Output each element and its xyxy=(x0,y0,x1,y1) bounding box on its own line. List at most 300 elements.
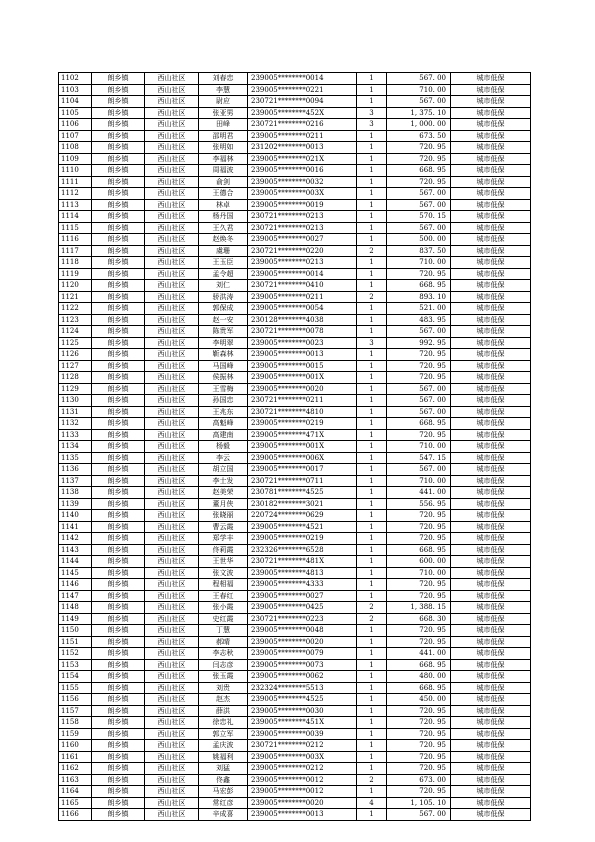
household-count-cell: 1 xyxy=(357,809,387,821)
table-row xyxy=(59,567,531,579)
community-cell: 西山社区 xyxy=(145,625,199,637)
table-row xyxy=(59,349,531,361)
id-number-cell: 230721********0211 xyxy=(248,395,357,407)
assistance-type-cell: 城市低保 xyxy=(451,383,531,395)
community-cell: 西山社区 xyxy=(145,786,199,798)
table-row xyxy=(59,222,531,234)
assistance-type-cell: 城市低保 xyxy=(451,763,531,775)
id-number-cell: 239005********4525 xyxy=(248,694,357,706)
assistance-type-cell: 城市低保 xyxy=(451,510,531,522)
assistance-type-cell: 城市低保 xyxy=(451,740,531,752)
assistance-type-cell: 城市低保 xyxy=(451,372,531,384)
name-cell: 王玉臣 xyxy=(199,257,248,269)
household-count-cell: 1 xyxy=(357,556,387,568)
id-number-cell: 220724********0629 xyxy=(248,510,357,522)
row-number: 1166 xyxy=(59,809,92,821)
household-count-cell: 1 xyxy=(357,648,387,660)
id-number-cell: 230182********3021 xyxy=(248,498,357,510)
row-number: 1138 xyxy=(59,487,92,499)
row-number: 1135 xyxy=(59,452,92,464)
name-cell: 刘猛 xyxy=(199,763,248,775)
name-cell: 佟莉霞 xyxy=(199,544,248,556)
name-cell: 郭立军 xyxy=(199,728,248,740)
community-cell: 西山社区 xyxy=(145,567,199,579)
household-count-cell: 3 xyxy=(357,119,387,131)
row-number: 1127 xyxy=(59,360,92,372)
name-cell: 孟庆波 xyxy=(199,740,248,752)
name-cell: 胡立国 xyxy=(199,464,248,476)
row-number: 1149 xyxy=(59,613,92,625)
amount-cell: 893. 10 xyxy=(387,291,451,303)
name-cell: 史红霞 xyxy=(199,613,248,625)
assistance-type-cell: 城市低保 xyxy=(451,648,531,660)
name-cell: 邵明君 xyxy=(199,130,248,142)
assistance-type-cell: 城市低保 xyxy=(451,717,531,729)
row-number: 1119 xyxy=(59,268,92,280)
town-cell: 朗乡镇 xyxy=(92,268,145,280)
household-count-cell: 1 xyxy=(357,533,387,545)
household-count-cell: 1 xyxy=(357,705,387,717)
household-count-cell: 1 xyxy=(357,257,387,269)
assistance-type-cell: 城市低保 xyxy=(451,360,531,372)
table-row xyxy=(59,337,531,349)
id-number-cell: 239005********0014 xyxy=(248,73,357,85)
town-cell: 朗乡镇 xyxy=(92,613,145,625)
id-number-cell: 239005********0013 xyxy=(248,349,357,361)
table-row xyxy=(59,498,531,510)
name-cell: 田峰 xyxy=(199,119,248,131)
name-cell: 郑学丰 xyxy=(199,533,248,545)
name-cell: 曹云霞 xyxy=(199,521,248,533)
household-count-cell: 1 xyxy=(357,303,387,315)
table-row xyxy=(59,590,531,602)
name-cell: 王兆东 xyxy=(199,406,248,418)
assistance-type-cell: 城市低保 xyxy=(451,613,531,625)
table-row xyxy=(59,648,531,660)
assistance-type-cell: 城市低保 xyxy=(451,452,531,464)
name-cell: 王春红 xyxy=(199,590,248,602)
name-cell: 李慧 xyxy=(199,84,248,96)
table-row xyxy=(59,234,531,246)
row-number: 1124 xyxy=(59,326,92,338)
household-count-cell: 1 xyxy=(357,84,387,96)
community-cell: 西山社区 xyxy=(145,728,199,740)
community-cell: 西山社区 xyxy=(145,303,199,315)
town-cell: 朗乡镇 xyxy=(92,579,145,591)
table-row xyxy=(59,705,531,717)
amount-cell: 720. 95 xyxy=(387,740,451,752)
id-number-cell: 239005********0211 xyxy=(248,130,357,142)
id-number-cell: 239005********0012 xyxy=(248,774,357,786)
id-number-cell: 239005********0020 xyxy=(248,797,357,809)
name-cell: 赵美荣 xyxy=(199,487,248,499)
table-row xyxy=(59,199,531,211)
household-count-cell: 1 xyxy=(357,314,387,326)
assistance-type-cell: 城市低保 xyxy=(451,567,531,579)
amount-cell: 1, 105. 10 xyxy=(387,797,451,809)
row-number: 1163 xyxy=(59,774,92,786)
town-cell: 朗乡镇 xyxy=(92,544,145,556)
id-number-cell: 239005********471X xyxy=(248,429,357,441)
assistance-type-cell: 城市低保 xyxy=(451,73,531,85)
community-cell: 西山社区 xyxy=(145,268,199,280)
town-cell: 朗乡镇 xyxy=(92,222,145,234)
amount-cell: 720. 95 xyxy=(387,751,451,763)
assistance-type-cell: 城市低保 xyxy=(451,84,531,96)
assistance-type-cell: 城市低保 xyxy=(451,107,531,119)
row-number: 1164 xyxy=(59,786,92,798)
amount-cell: 567. 00 xyxy=(387,464,451,476)
name-cell: 张玉霞 xyxy=(199,671,248,683)
table-row xyxy=(59,740,531,752)
household-count-cell: 1 xyxy=(357,694,387,706)
amount-cell: 668. 95 xyxy=(387,682,451,694)
id-number-cell: 239005********001X xyxy=(248,372,357,384)
table-row xyxy=(59,211,531,223)
name-cell: 姚福利 xyxy=(199,751,248,763)
row-number: 1131 xyxy=(59,406,92,418)
amount-cell: 720. 95 xyxy=(387,372,451,384)
assistance-type-cell: 城市低保 xyxy=(451,188,531,200)
assistance-type-cell: 城市低保 xyxy=(451,694,531,706)
name-cell: 郭保成 xyxy=(199,303,248,315)
town-cell: 朗乡镇 xyxy=(92,521,145,533)
row-number: 1154 xyxy=(59,671,92,683)
amount-cell: 720. 95 xyxy=(387,579,451,591)
row-number: 1112 xyxy=(59,188,92,200)
name-cell: 王久君 xyxy=(199,222,248,234)
id-number-cell: 239005********0054 xyxy=(248,303,357,315)
id-number-cell: 239005********0020 xyxy=(248,636,357,648)
household-count-cell: 1 xyxy=(357,682,387,694)
town-cell: 朗乡镇 xyxy=(92,533,145,545)
town-cell: 朗乡镇 xyxy=(92,280,145,292)
community-cell: 西山社区 xyxy=(145,107,199,119)
household-count-cell: 1 xyxy=(357,222,387,234)
id-number-cell: 230721********0078 xyxy=(248,326,357,338)
amount-cell: 720. 95 xyxy=(387,728,451,740)
table-row xyxy=(59,452,531,464)
assistance-type-cell: 城市低保 xyxy=(451,326,531,338)
table-row xyxy=(59,694,531,706)
community-cell: 西山社区 xyxy=(145,613,199,625)
name-cell: 徐忠礼 xyxy=(199,717,248,729)
community-cell: 西山社区 xyxy=(145,280,199,292)
town-cell: 朗乡镇 xyxy=(92,625,145,637)
community-cell: 西山社区 xyxy=(145,636,199,648)
household-count-cell: 1 xyxy=(357,786,387,798)
community-cell: 西山社区 xyxy=(145,165,199,177)
assistance-type-cell: 城市低保 xyxy=(451,533,531,545)
assistance-type-cell: 城市低保 xyxy=(451,521,531,533)
household-count-cell: 1 xyxy=(357,521,387,533)
amount-cell: 567. 00 xyxy=(387,199,451,211)
id-number-cell: 239005********4813 xyxy=(248,567,357,579)
table-row xyxy=(59,107,531,119)
community-cell: 西山社区 xyxy=(145,383,199,395)
amount-cell: 668. 95 xyxy=(387,544,451,556)
community-cell: 西山社区 xyxy=(145,326,199,338)
community-cell: 西山社区 xyxy=(145,510,199,522)
household-count-cell: 1 xyxy=(357,372,387,384)
table-row xyxy=(59,774,531,786)
assistance-type-cell: 城市低保 xyxy=(451,786,531,798)
town-cell: 朗乡镇 xyxy=(92,809,145,821)
amount-cell: 500. 00 xyxy=(387,234,451,246)
assistance-type-cell: 城市低保 xyxy=(451,429,531,441)
household-count-cell: 1 xyxy=(357,671,387,683)
household-count-cell: 3 xyxy=(357,107,387,119)
id-number-cell: 239005********0020 xyxy=(248,383,357,395)
table-row xyxy=(59,441,531,453)
town-cell: 朗乡镇 xyxy=(92,199,145,211)
name-cell: 佟鑫 xyxy=(199,774,248,786)
town-cell: 朗乡镇 xyxy=(92,751,145,763)
assistance-type-cell: 城市低保 xyxy=(451,475,531,487)
table-row xyxy=(59,717,531,729)
table-row xyxy=(59,797,531,809)
row-number: 1117 xyxy=(59,245,92,257)
amount-cell: 673. 00 xyxy=(387,774,451,786)
table-body xyxy=(59,73,531,821)
community-cell: 西山社区 xyxy=(145,751,199,763)
assistance-type-cell: 城市低保 xyxy=(451,705,531,717)
table-row xyxy=(59,360,531,372)
table-row xyxy=(59,372,531,384)
community-cell: 西山社区 xyxy=(145,452,199,464)
community-cell: 西山社区 xyxy=(145,521,199,533)
name-cell: 杨丹国 xyxy=(199,211,248,223)
amount-cell: 480. 00 xyxy=(387,671,451,683)
id-number-cell: 239005********0219 xyxy=(248,533,357,545)
community-cell: 西山社区 xyxy=(145,797,199,809)
row-number: 1103 xyxy=(59,84,92,96)
name-cell: 张晓丽 xyxy=(199,510,248,522)
household-count-cell: 1 xyxy=(357,498,387,510)
town-cell: 朗乡镇 xyxy=(92,671,145,683)
town-cell: 朗乡镇 xyxy=(92,96,145,108)
amount-cell: 567. 00 xyxy=(387,383,451,395)
id-number-cell: 230721********0213 xyxy=(248,222,357,234)
name-cell: 闫志彦 xyxy=(199,659,248,671)
household-count-cell: 1 xyxy=(357,740,387,752)
household-count-cell: 1 xyxy=(357,510,387,522)
household-count-cell: 1 xyxy=(357,211,387,223)
town-cell: 朗乡镇 xyxy=(92,360,145,372)
table-row xyxy=(59,245,531,257)
amount-cell: 567. 00 xyxy=(387,188,451,200)
amount-cell: 710. 00 xyxy=(387,567,451,579)
row-number: 1118 xyxy=(59,257,92,269)
name-cell: 张明如 xyxy=(199,142,248,154)
assistance-type-cell: 城市低保 xyxy=(451,222,531,234)
id-number-cell: 239005********0219 xyxy=(248,418,357,430)
town-cell: 朗乡镇 xyxy=(92,705,145,717)
id-number-cell: 239005********0073 xyxy=(248,659,357,671)
table-row xyxy=(59,682,531,694)
row-number: 1136 xyxy=(59,464,92,476)
id-number-cell: 239005********0212 xyxy=(248,763,357,775)
table-row xyxy=(59,475,531,487)
community-cell: 西山社区 xyxy=(145,222,199,234)
table-row xyxy=(59,130,531,142)
table-row xyxy=(59,96,531,108)
community-cell: 西山社区 xyxy=(145,73,199,85)
name-cell: 李志秋 xyxy=(199,648,248,660)
id-number-cell: 239005********0019 xyxy=(248,199,357,211)
table-row xyxy=(59,383,531,395)
amount-cell: 837. 50 xyxy=(387,245,451,257)
town-cell: 朗乡镇 xyxy=(92,107,145,119)
amount-cell: 720. 95 xyxy=(387,590,451,602)
assistance-type-cell: 城市低保 xyxy=(451,349,531,361)
town-cell: 朗乡镇 xyxy=(92,717,145,729)
name-cell: 侯振林 xyxy=(199,372,248,384)
row-number: 1109 xyxy=(59,153,92,165)
table-row xyxy=(59,326,531,338)
amount-cell: 710. 00 xyxy=(387,441,451,453)
name-cell: 王雪梅 xyxy=(199,383,248,395)
id-number-cell: 239005********0425 xyxy=(248,602,357,614)
name-cell: 常红彦 xyxy=(199,797,248,809)
amount-cell: 720. 95 xyxy=(387,510,451,522)
row-number: 1143 xyxy=(59,544,92,556)
town-cell: 朗乡镇 xyxy=(92,740,145,752)
community-cell: 西山社区 xyxy=(145,257,199,269)
household-count-cell: 1 xyxy=(357,360,387,372)
community-cell: 西山社区 xyxy=(145,199,199,211)
id-number-cell: 239005********0027 xyxy=(248,590,357,602)
community-cell: 西山社区 xyxy=(145,418,199,430)
table-row xyxy=(59,613,531,625)
town-cell: 朗乡镇 xyxy=(92,636,145,648)
assistance-type-cell: 城市低保 xyxy=(451,303,531,315)
town-cell: 朗乡镇 xyxy=(92,73,145,85)
community-cell: 西山社区 xyxy=(145,211,199,223)
assistance-type-cell: 城市低保 xyxy=(451,751,531,763)
household-count-cell: 3 xyxy=(357,337,387,349)
household-count-cell: 1 xyxy=(357,395,387,407)
assistance-type-cell: 城市低保 xyxy=(451,337,531,349)
amount-cell: 720. 95 xyxy=(387,429,451,441)
row-number: 1116 xyxy=(59,234,92,246)
town-cell: 朗乡镇 xyxy=(92,648,145,660)
id-number-cell: 239005********0062 xyxy=(248,671,357,683)
assistance-type-cell: 城市低保 xyxy=(451,268,531,280)
assistance-type-cell: 城市低保 xyxy=(451,556,531,568)
row-number: 1145 xyxy=(59,567,92,579)
row-number: 1113 xyxy=(59,199,92,211)
community-cell: 西山社区 xyxy=(145,291,199,303)
community-cell: 西山社区 xyxy=(145,544,199,556)
town-cell: 朗乡镇 xyxy=(92,786,145,798)
amount-cell: 668. 30 xyxy=(387,613,451,625)
row-number: 1147 xyxy=(59,590,92,602)
table-row xyxy=(59,533,531,545)
name-cell: 孙国忠 xyxy=(199,395,248,407)
amount-cell: 710. 00 xyxy=(387,84,451,96)
town-cell: 朗乡镇 xyxy=(92,510,145,522)
row-number: 1128 xyxy=(59,372,92,384)
table-row xyxy=(59,176,531,188)
assistance-type-cell: 城市低保 xyxy=(451,199,531,211)
assistance-type-cell: 城市低保 xyxy=(451,659,531,671)
town-cell: 朗乡镇 xyxy=(92,556,145,568)
assistance-type-cell: 城市低保 xyxy=(451,130,531,142)
household-count-cell: 1 xyxy=(357,199,387,211)
assistance-type-cell: 城市低保 xyxy=(451,314,531,326)
household-count-cell: 1 xyxy=(357,763,387,775)
id-number-cell: 239005********0013 xyxy=(248,809,357,821)
row-number: 1107 xyxy=(59,130,92,142)
id-number-cell: 230128********4038 xyxy=(248,314,357,326)
town-cell: 朗乡镇 xyxy=(92,567,145,579)
assistance-type-cell: 城市低保 xyxy=(451,602,531,614)
name-cell: 丁慧 xyxy=(199,625,248,637)
id-number-cell: 230721********0213 xyxy=(248,211,357,223)
household-count-cell: 1 xyxy=(357,73,387,85)
household-count-cell: 1 xyxy=(357,153,387,165)
table-row xyxy=(59,659,531,671)
id-number-cell: 239005********0032 xyxy=(248,176,357,188)
assistance-type-cell: 城市低保 xyxy=(451,464,531,476)
town-cell: 朗乡镇 xyxy=(92,337,145,349)
amount-cell: 720. 95 xyxy=(387,360,451,372)
id-number-cell: 239005********0012 xyxy=(248,786,357,798)
community-cell: 西山社区 xyxy=(145,487,199,499)
table-row xyxy=(59,291,531,303)
id-number-cell: 230721********0711 xyxy=(248,475,357,487)
amount-cell: 720. 95 xyxy=(387,533,451,545)
table-row xyxy=(59,119,531,131)
household-count-cell: 1 xyxy=(357,751,387,763)
community-cell: 西山社区 xyxy=(145,809,199,821)
id-number-cell: 239005********0079 xyxy=(248,648,357,660)
assistance-type-cell: 城市低保 xyxy=(451,671,531,683)
assistance-type-cell: 城市低保 xyxy=(451,487,531,499)
community-cell: 西山社区 xyxy=(145,84,199,96)
household-count-cell: 1 xyxy=(357,464,387,476)
name-cell: 王德合 xyxy=(199,188,248,200)
town-cell: 朗乡镇 xyxy=(92,188,145,200)
amount-cell: 668. 95 xyxy=(387,418,451,430)
id-number-cell: 239005********0048 xyxy=(248,625,357,637)
community-cell: 西山社区 xyxy=(145,245,199,257)
name-cell: 马宏彭 xyxy=(199,786,248,798)
household-count-cell: 1 xyxy=(357,96,387,108)
town-cell: 朗乡镇 xyxy=(92,464,145,476)
household-count-cell: 1 xyxy=(357,280,387,292)
row-number: 1142 xyxy=(59,533,92,545)
community-cell: 西山社区 xyxy=(145,659,199,671)
name-cell: 程相福 xyxy=(199,579,248,591)
amount-cell: 720. 95 xyxy=(387,763,451,775)
row-number: 1130 xyxy=(59,395,92,407)
town-cell: 朗乡镇 xyxy=(92,418,145,430)
name-cell: 李云 xyxy=(199,452,248,464)
community-cell: 西山社区 xyxy=(145,337,199,349)
assistance-type-cell: 城市低保 xyxy=(451,234,531,246)
row-number: 1134 xyxy=(59,441,92,453)
town-cell: 朗乡镇 xyxy=(92,475,145,487)
amount-cell: 720. 95 xyxy=(387,705,451,717)
assistance-type-cell: 城市低保 xyxy=(451,418,531,430)
town-cell: 朗乡镇 xyxy=(92,349,145,361)
household-count-cell: 1 xyxy=(357,429,387,441)
community-cell: 西山社区 xyxy=(145,176,199,188)
community-cell: 西山社区 xyxy=(145,96,199,108)
table-row xyxy=(59,153,531,165)
